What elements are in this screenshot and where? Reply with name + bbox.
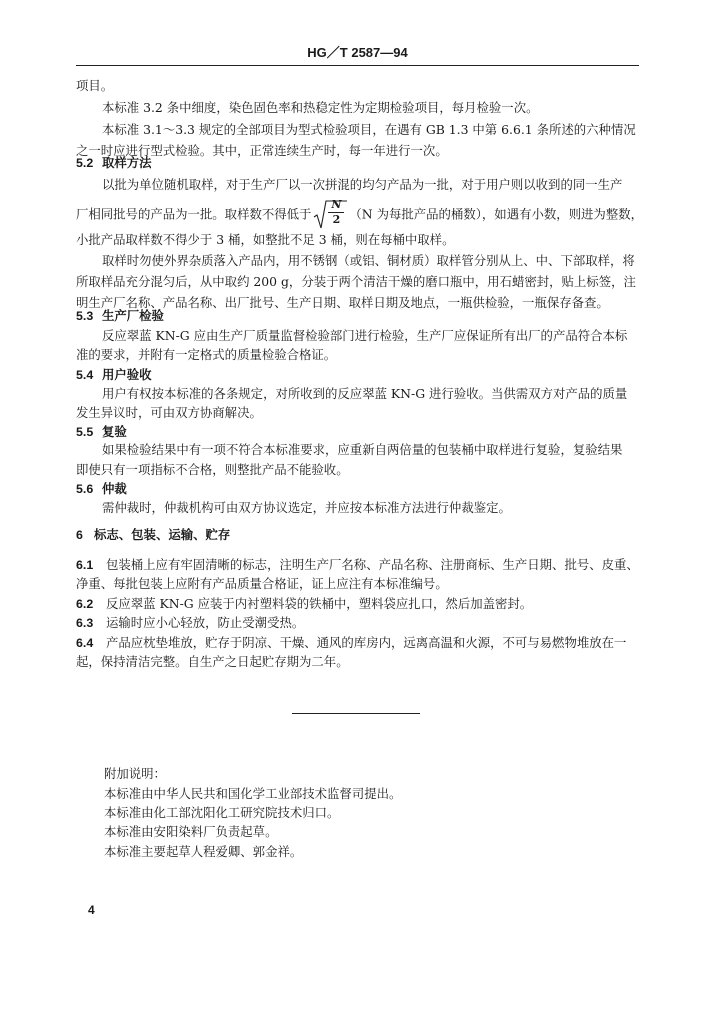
text-line: 净重、每批包装上应附有产品质量合格证，证上应注有本标准编号。 — [76, 576, 448, 591]
clause-number: 6.4 — [76, 636, 94, 650]
text-line: 取样时勿使外界杂质落入产品内，用不锈钢（或铝、铜材质）取样管分别从上、中、下部取样，将 — [102, 253, 635, 268]
section-title: 复验 — [102, 425, 127, 439]
text-line: 本标准 3.1～3.3 规定的全部项目为型式检验项目，在遇有 GB 1.3 中第 6.6.1 条所述的六种情况 — [102, 122, 636, 137]
chapter-title: 标志、包装、运输、贮存 — [94, 527, 231, 542]
section-heading-5-4 — [76, 366, 639, 384]
clause-text: 运输时应小心轻放，防止受潮受热。 — [106, 615, 305, 630]
text-line: 如果检验结果中有一项不符合本标准要求，应重新自两倍量的包装桶中取样进行复验，复验结果 — [102, 442, 623, 457]
section-title: 取样方法 — [102, 156, 152, 170]
section-heading-5-3 — [76, 307, 639, 325]
text-line: 本标准 3.2 条中细度，染色固色率和热稳定性为定期检验项目，每月检验一次。 — [102, 100, 539, 115]
text-line: 项目。 — [76, 78, 114, 93]
clause-text: 反应翠蓝 KN-G 应装于内衬塑料袋的铁桶中，塑料袋应扎口，然后加盖密封。 — [106, 596, 533, 611]
clause-6-2 — [76, 595, 639, 613]
clause-6-1 — [76, 556, 639, 574]
text-line: 所取样品充分混匀后，从中取约 200 g，分装于两个清洁干燥的磨口瓶中，用石蜡密封，贴上标签，注 — [76, 274, 636, 289]
section-title: 用户验收 — [102, 368, 152, 382]
section-number: 5.2 — [76, 156, 94, 170]
section-heading-5-2 — [76, 154, 639, 172]
fraction — [327, 198, 345, 227]
fraction-numerator: N — [331, 198, 342, 211]
section-heading-5-6 — [76, 480, 639, 498]
text-line: 明生产厂名称、产品名称、出厂批号、生产日期、取样日期及地点，一瓶供检验，一瓶保存备查。 — [76, 295, 609, 310]
chapter-number: 6 — [76, 528, 83, 542]
section-number: 5.4 — [76, 368, 94, 382]
text-line: 反应翠蓝 KN-G 应由生产厂质量监督检验部门进行检验，生产厂应保证所有出厂的产品符合本标 — [102, 328, 628, 343]
text-line: 准的要求，并附有一定格式的质量检验合格证。 — [76, 347, 337, 362]
notes-heading: 附加说明： — [104, 766, 166, 781]
note-line: 本标准由安阳染料厂负责起草。 — [104, 824, 278, 839]
end-divider — [292, 713, 420, 714]
text-line: 起，保持清洁完整。自生产之日起贮存期为二年。 — [76, 654, 349, 669]
clause-number: 6.2 — [76, 597, 94, 611]
section-title: 生产厂检验 — [102, 309, 164, 323]
clause-6-4 — [76, 634, 639, 652]
text-fragment: 厂相同批号的产品为一批。取样数不得低于 — [76, 206, 312, 222]
standard-header: HG／T 2587—94 — [307, 45, 408, 60]
note-line: 本标准由中华人民共和国化学工业部技术监督司提出。 — [104, 786, 402, 801]
page-number: 4 — [88, 903, 95, 917]
text-line: 以批为单位随机取样，对于生产厂以一次拼混的均匀产品为一批，对于用户则以收到的同一生产 — [102, 177, 623, 192]
text-line: 发生异议时，可由双方协商解决。 — [76, 405, 262, 420]
clause-text: 产品应枕垫堆放，贮存于阴凉、干燥、通风的库房内，远离高温和火源，不可与易燃物堆放在一 — [106, 635, 627, 650]
text-line: 之一时应进行型式检验。其中，正常连续生产时，每一年进行一次。 — [76, 143, 448, 158]
text-line-with-formula — [76, 198, 643, 230]
fraction-denominator: 2 — [332, 213, 341, 226]
text-line: 需仲裁时，仲裁机构可由双方协议选定，并应按本标准方法进行仲裁鉴定。 — [102, 500, 511, 515]
section-title: 仲裁 — [102, 482, 127, 496]
note-line: 本标准由化工部沈阳化工研究院技术归口。 — [104, 805, 340, 820]
header-rule — [76, 65, 639, 66]
note-line: 本标准主要起草人程爱卿、郭金祥。 — [104, 844, 303, 859]
text-fragment: （N 为每批产品的桶数），如遇有小数，则进为整数， — [349, 206, 643, 222]
section-heading-5-5 — [76, 423, 639, 441]
chapter-heading-6 — [76, 526, 639, 544]
clause-text: 包装桶上应有牢固清晰的标志，注明生产厂名称、产品名称、注册商标、生产日期、批号、皮重、 — [106, 557, 639, 572]
section-number: 5.6 — [76, 482, 94, 496]
section-number: 5.3 — [76, 309, 94, 323]
text-line: 即使只有一项指标不合格，则整批产品不能验收。 — [76, 462, 349, 477]
clause-6-3 — [76, 614, 639, 632]
text-line: 小批产品取样数不得少于 3 桶，如整批不足 3 桶，则在每桶中取样。 — [76, 232, 455, 247]
section-number: 5.5 — [76, 425, 94, 439]
clause-number: 6.1 — [76, 558, 94, 572]
sqrt-formula — [313, 200, 347, 230]
text-line: 用户有权按本标准的各条规定，对所收到的反应翠蓝 KN-G 进行验收。当供需双方对产品的质量 — [102, 386, 628, 401]
clause-number: 6.3 — [76, 616, 94, 630]
